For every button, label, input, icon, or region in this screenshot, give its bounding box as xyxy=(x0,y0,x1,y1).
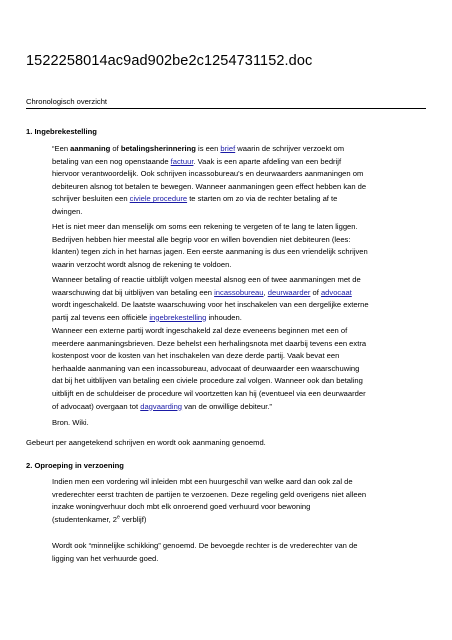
quote-paragraph-4 xyxy=(52,325,422,413)
paragraph-line: Wanneer betaling of reactie uitblijft volgen meestal alsnog een of twee aanmaningen met de xyxy=(52,275,361,284)
paragraph-line: dat bij het uitblijven van betaling een civiele procedure zal volgen. Wanneer ook dan betaling xyxy=(52,376,363,386)
document-subtitle: Chronologisch overzicht xyxy=(26,97,108,106)
bold-term-betalingsherinnering: betalingsherinnering xyxy=(120,144,196,153)
paragraph-line: partij zal tevens een officiële ingebrekestelling inhouden. xyxy=(52,312,242,322)
link-advocaat[interactable]: advocaat xyxy=(320,287,352,297)
quote-paragraph-2 xyxy=(52,221,422,271)
link-incassobureau[interactable]: incassobureau xyxy=(214,287,264,297)
document-title: 1522258014ac9ad902be2c1254731152.doc xyxy=(26,53,313,69)
paragraph-line: waarschuwing dat bij uitblijven van betaling een incassobureau, deurwaarder of advocaat xyxy=(52,287,352,297)
superscript-e: e xyxy=(117,514,120,521)
link-factuur[interactable]: factuur xyxy=(170,156,194,166)
bold-term-aanmaning: aanmaning xyxy=(70,144,111,153)
paragraph-line: klanten) tegen zich in het harnas jagen. Een eerste aanmaning is dus een vriendelijk schrijven xyxy=(52,247,368,257)
paragraph-line: uitblijft en de schuldeiser de procedure wil voortzetten kan hij (eventueel via een deurwaarder xyxy=(52,388,366,398)
source-line: Bron. Wiki. xyxy=(52,418,89,427)
quote-paragraph-3 xyxy=(52,274,422,324)
paragraph-line: herhaalde aanmaning van een incassobureau, advocaat of deurwaarder een waarschuwing xyxy=(52,363,360,373)
paragraph-line: Bedrijven hebben hier meestal alle begrip voor en willen bovendien niet debiteuren (lees: xyxy=(52,234,351,244)
paragraph-line: Indien men een vordering wil inleiden mbt een huurgeschil van welke aard dan ook zal de xyxy=(52,477,353,486)
paragraph-line: Het is niet meer dan menselijk om soms een rekening te vergeten of te lang te laten liggen. xyxy=(52,222,358,231)
paragraph-line: wordt ingeschakeld. De laatste waarschuwing voor het inschakelen van een dergelijke externe xyxy=(52,300,369,310)
link-brief[interactable]: brief xyxy=(220,144,236,153)
paragraph-line: (studentenkamer, 2e verblijf) xyxy=(52,514,147,524)
paragraph-line: dwingen. xyxy=(52,206,83,216)
link-dagvaarding[interactable]: dagvaarding xyxy=(140,401,183,411)
paragraph-line: schrijver besluiten een civiele procedure te starten om zo via de rechter betaling af te xyxy=(52,194,338,204)
paragraph-line: vrederechter eerst trachten de partijen te verzoenen. Deze regeling geld overigens niet alleen xyxy=(52,489,367,499)
paragraph-line: debiteuren alsnog tot betalen te bewegen. Wanneer aanmaningen geen effect hebben kan de xyxy=(52,181,367,191)
paragraph-line: ligging van het verhuurde goed. xyxy=(52,553,159,563)
paragraph-line: Wanneer een externe partij wordt ingeschakeld zal deze eveneens beginnen met een of xyxy=(52,326,348,335)
paragraph-line: kostenpost voor de kosten van het inschakelen van deze derde partij. Vaak bevat een xyxy=(52,351,340,361)
paragraph-line: inzake woningverhuur doch mbt elk onroerend goed verhuurd voor bewoning xyxy=(52,502,311,512)
paragraph-line: hiervoor verantwoordelijk. Ook schrijven incassobureau's en deurwaarders aanmaningen om xyxy=(52,169,364,179)
section-heading-2: 2. Oproeping in verzoening xyxy=(26,461,124,470)
link-deurwaarder[interactable]: deurwaarder xyxy=(267,287,311,297)
paragraph-line: of advocaat) overgaan tot dagvaarding van de onwillige debiteur.” xyxy=(52,401,272,411)
paragraph-line: meerdere aanmaningsbrieven. Deze behelst een herhalingsnota met daarbij tevens een extra xyxy=(52,338,367,348)
paragraph-line: Wordt ook “minnelijke schikking” genoemd. De bevoegde rechter is de vrederechter van de xyxy=(52,541,358,550)
link-ingebrekestelling[interactable]: ingebrekestelling xyxy=(149,312,207,322)
link-civiele-procedure[interactable]: civiele procedure xyxy=(129,194,188,204)
section-heading-1: 1. Ingebrekestelling xyxy=(26,127,97,136)
paragraph-line: betaling van een nog openstaande factuur. Vaak is een aparte afdeling van een bedrijf xyxy=(52,156,342,166)
section2-paragraph-1 xyxy=(52,476,422,526)
paragraph-line: “Een aanmaning of betalingsherinnering is een brief waarin de schrijver verzoekt om xyxy=(52,144,345,153)
header-divider xyxy=(26,108,426,109)
paragraph-line: waarin verzocht wordt alsnog de rekening te voldoen. xyxy=(52,259,232,269)
quote-paragraph-1 xyxy=(52,143,422,219)
note-paragraph: Gebeurt per aangetekend schrijven en wordt ook aanmaning genoemd. xyxy=(26,438,266,447)
section2-paragraph-2 xyxy=(52,540,422,565)
